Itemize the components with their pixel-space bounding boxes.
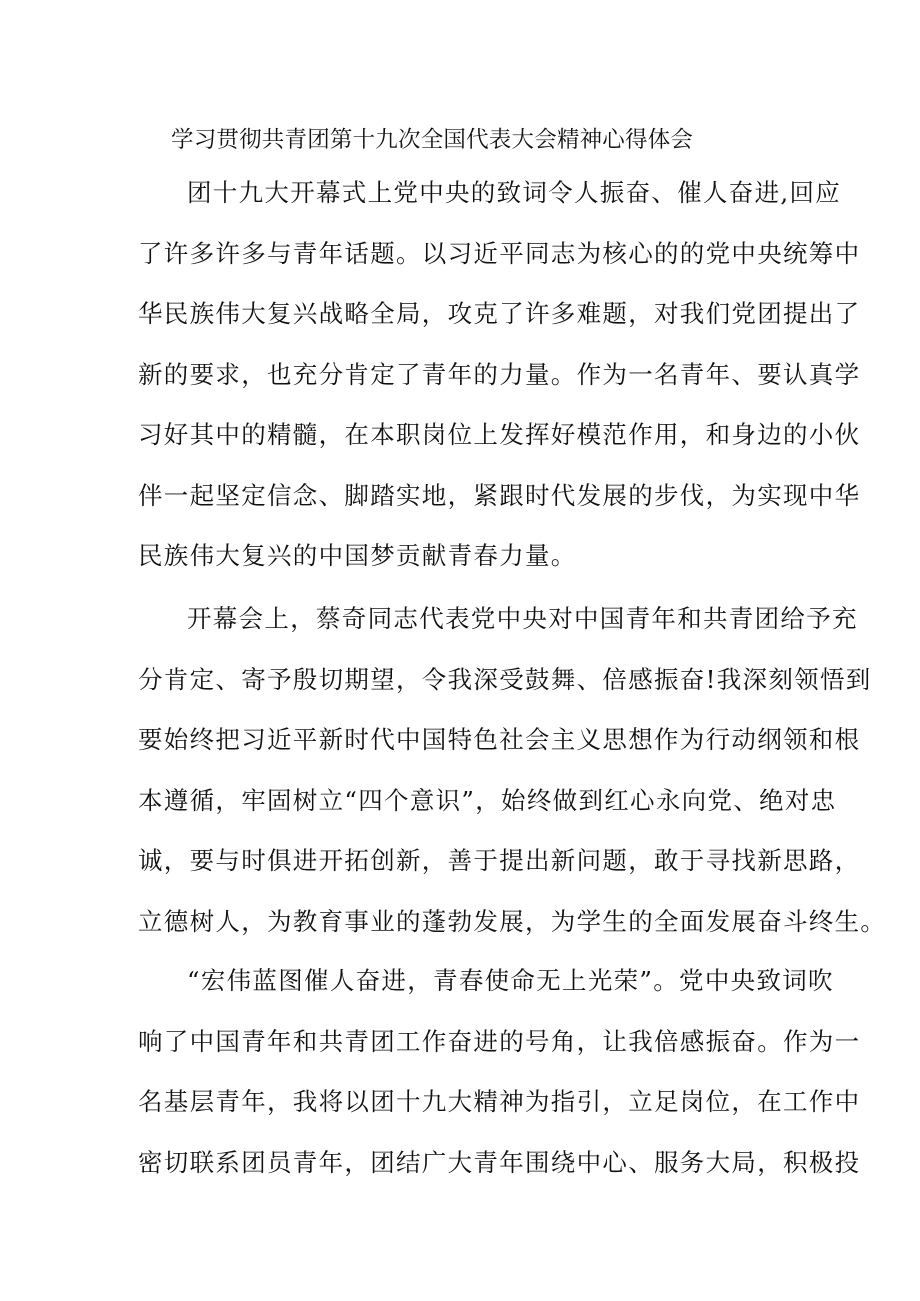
paragraph-line: 民族伟大复兴的中国梦贡献青春力量。: [138, 541, 577, 570]
paragraph-line: 本遵循，牢固树立“四个意识”，始终做到红心永向党、绝对忠: [138, 785, 837, 815]
paragraph-line: 响了中国青年和共青团工作奋进的号角，让我倍感振奋。作为一: [138, 1026, 861, 1056]
paragraph-line: “宏伟蓝图催人奋进，青春使命无上光荣”。党中央致词吹: [187, 966, 834, 995]
paragraph-line: 开幕会上，蔡奇同志代表党中央对中国青年和共青团给予充: [187, 604, 858, 633]
paragraph-line: 要始终把习近平新时代中国特色社会主义思想作为行动纲领和根: [138, 725, 861, 754]
paragraph-3: [138, 951, 861, 1193]
paragraph-line: 分肯定、寄予殷切期望，令我深受鼓舞、倍感振奋!我深刻领悟到: [138, 664, 872, 694]
document-title: 学习贯彻共青团第十九次全国代表大会精神心得体会: [171, 127, 694, 153]
paragraph-line: 伴一起坚定信念、脚踏实地，紧跟时代发展的步伐，为实现中华: [138, 480, 861, 510]
paragraph-line: 密切联系团员青年，团结广大青年围绕中心、服务大局，积极投: [138, 1147, 861, 1177]
paragraph-line: 新的要求，也充分肯定了青年的力量。作为一名青年、要认真学: [138, 359, 861, 389]
paragraph-line: 名基层青年，我将以团十九大精神为指引，立足岗位，在工作中: [138, 1087, 861, 1116]
paragraph-line: 立德树人，为教育事业的蓬勃发展，为学生的全面发展奋斗终生。: [138, 906, 887, 936]
paragraph-line: 团十九大开幕式上党中央的致词令人振奋、催人奋进,回应: [187, 178, 842, 207]
paragraph-line: 华民族伟大复兴战略全局，攻克了许多难题，对我们党团提出了: [138, 299, 861, 328]
paragraph-line: 习好其中的精髓，在本职岗位上发挥好模范作用，和身边的小伙: [138, 420, 861, 449]
paragraph-line: 诚，要与时俱进开拓创新，善于提出新问题，敢于寻找新思路，: [138, 846, 861, 875]
paragraph-line: 了许多许多与青年话题。以习近平同志为核心的的党中央统筹中: [138, 238, 861, 268]
paragraph-2: [138, 589, 887, 952]
paragraph-1: [138, 163, 861, 587]
